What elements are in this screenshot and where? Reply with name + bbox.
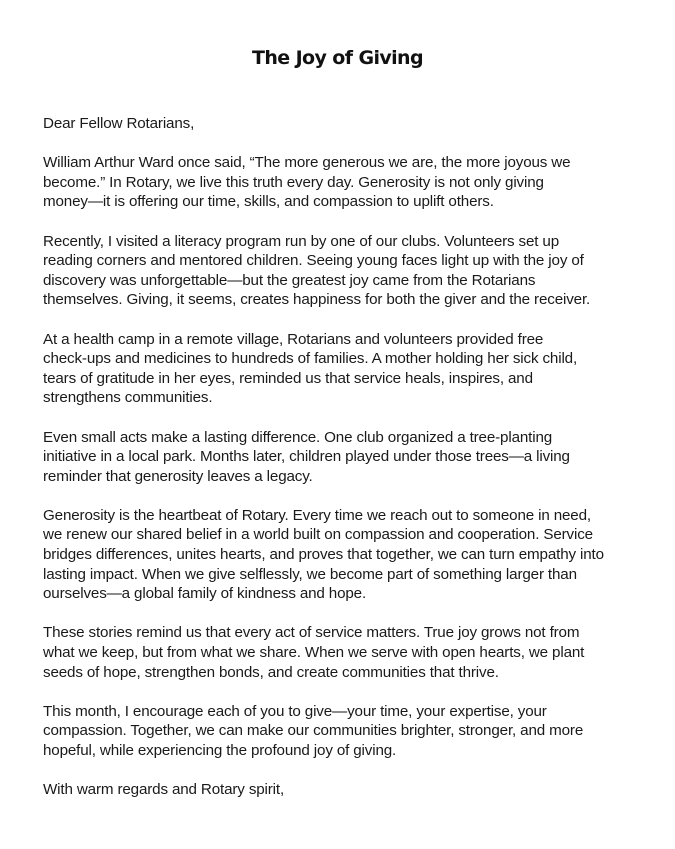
text-line: seeds of hope, strengthen bonds, and create communities that thrive. <box>43 663 499 681</box>
text-line: money—it is offering our time, skills, and compassion to uplift others. <box>43 193 494 211</box>
text-line: reminder that generosity leaves a legacy. <box>43 467 313 485</box>
letter-body <box>43 114 663 819</box>
text-line: William Arthur Ward once said, “The more generous we are, the more joyous we <box>43 154 571 172</box>
paragraph-quote <box>43 153 663 212</box>
text-line: lasting impact. When we give selflessly, we become part of something larger than <box>43 565 577 583</box>
text-line: These stories remind us that every act of service matters. True joy grows not from <box>43 624 580 642</box>
paragraph-health-camp <box>43 330 663 408</box>
text-line: ourselves—a global family of kindness and hope. <box>43 585 367 603</box>
text-line: what we keep, but from what we share. When we serve with open hearts, we plant <box>43 644 585 662</box>
text-line: initiative in a local park. Months later, children played under those trees—a living <box>43 448 570 466</box>
text-line: discovery was unforgettable—but the greatest joy came from the Rotarians <box>43 271 536 289</box>
text-line: Generosity is the heartbeat of Rotary. Every time we reach out to someone in need, <box>43 506 591 524</box>
text-line: check-ups and medicines to hundreds of families. A mother holding her sick child, <box>43 350 578 368</box>
letter-title: The Joy of Giving <box>252 47 423 69</box>
paragraph-heartbeat <box>43 506 663 604</box>
text-line: At a health camp in a remote village, Rotarians and volunteers provided free <box>43 330 544 348</box>
text-line: reading corners and mentored children. Seeing young faces light up with the joy of <box>43 252 584 270</box>
text-line: we renew our shared belief in a world built on compassion and cooperation. Service <box>43 526 593 544</box>
text-line: tears of gratitude in her eyes, reminded us that service heals, inspires, and <box>43 369 533 387</box>
text-line: become.” In Rotary, we live this truth every day. Generosity is not only giving <box>43 173 544 191</box>
paragraph-stories <box>43 623 663 682</box>
paragraph-literacy <box>43 232 663 310</box>
paragraph-encouragement <box>43 702 663 761</box>
text-line: compassion. Together, we can make our communities brighter, stronger, and more <box>43 722 584 740</box>
text-line: bridges differences, unites hearts, and proves that together, we can turn empathy into <box>43 546 604 564</box>
closing: With warm regards and Rotary spirit, <box>43 781 285 799</box>
text-line: strengthens communities. <box>43 389 213 407</box>
text-line: themselves. Giving, it seems, creates happiness for both the giver and the receiver. <box>43 291 591 309</box>
text-line: hopeful, while experiencing the profound joy of giving. <box>43 742 397 759</box>
text-line: Recently, I visited a literacy program run by one of our clubs. Volunteers set up <box>43 232 560 250</box>
salutation: Dear Fellow Rotarians, <box>43 115 195 132</box>
text-line: Even small acts make a lasting difference. One club organized a tree-planting <box>43 428 553 446</box>
paragraph-tree-planting <box>43 428 663 487</box>
text-line: This month, I encourage each of you to give—your time, your expertise, your <box>43 702 547 720</box>
